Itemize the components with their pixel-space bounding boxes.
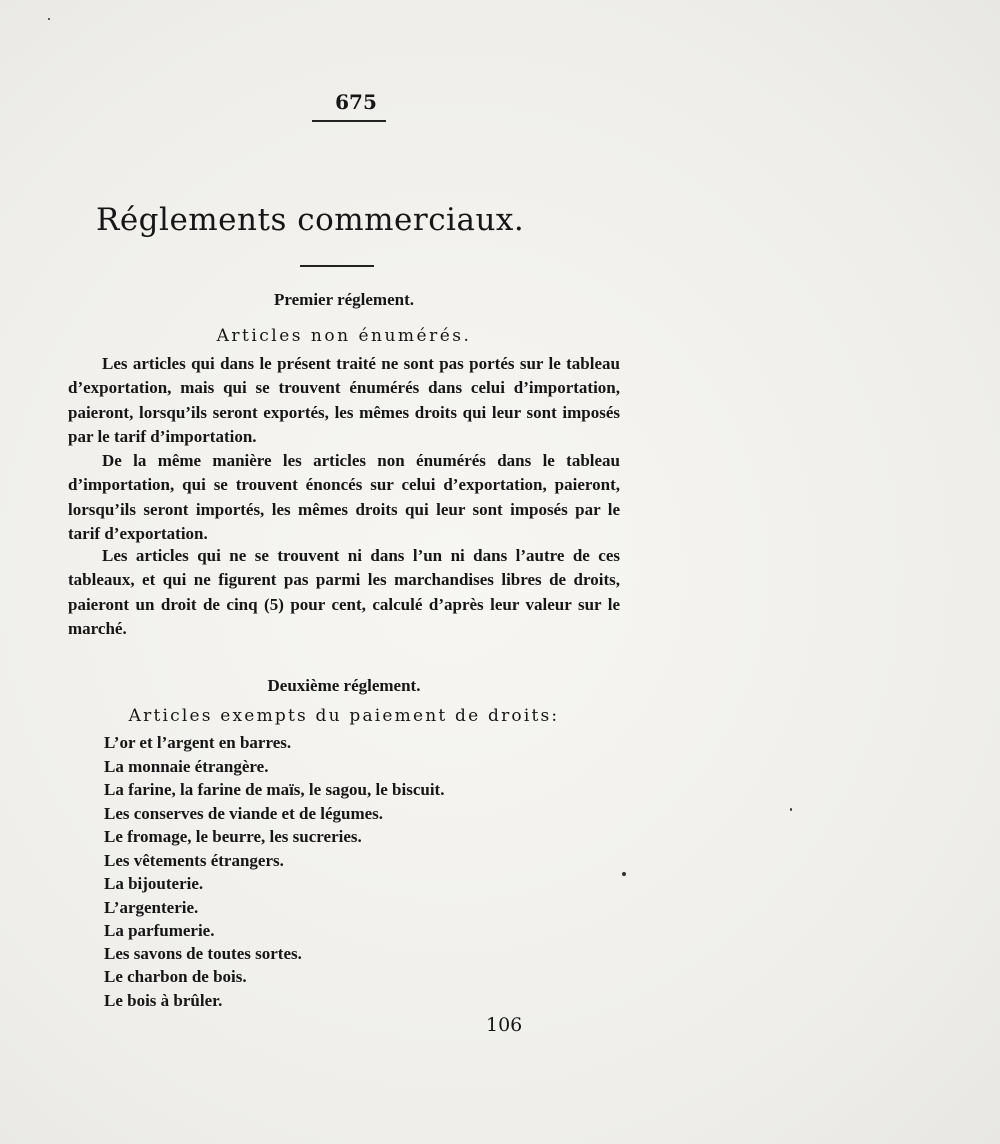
list-item: Les savons de toutes sortes. <box>104 944 302 963</box>
list-item: La farine, la farine de maïs, le sagou, le biscuit. <box>104 780 445 799</box>
section1-heading: Premier réglement. <box>273 290 415 309</box>
title-rule <box>300 265 374 267</box>
page-number: 675 <box>335 90 377 114</box>
list-item: L’argenterie. <box>104 898 199 917</box>
section1-subheading: Articles non énumérés. <box>216 326 472 346</box>
section2-heading: Deuxième réglement. <box>267 676 421 695</box>
page-title: Réglements commerciaux. <box>96 202 525 238</box>
signature-mark: 106 <box>486 1014 523 1036</box>
section1-paragraph-1: Les articles qui dans le présent traité ne sont pas portés sur le tableau d’exportation, mais qui se trouvent énumérés dans celui d’importation, paieront, lorsqu’ils seront exportés, les mêmes droits qui leur sont imposés par le tarif d’importation. <box>68 354 620 446</box>
page-number-rule <box>312 120 386 122</box>
list-item: Les vêtements étrangers. <box>104 851 284 870</box>
section2-subheading: Articles exempts du paiement de droits: <box>128 706 560 726</box>
list-item: Le charbon de bois. <box>104 967 247 986</box>
list-item: L’or et l’argent en barres. <box>104 733 292 752</box>
ink-speck <box>622 872 626 876</box>
list-item: La parfumerie. <box>104 921 215 940</box>
ink-speck <box>790 808 792 811</box>
ink-speck <box>48 18 50 20</box>
list-item: Le fromage, le beurre, les sucreries. <box>104 827 362 846</box>
section1-paragraph-3: Les articles qui ne se trouvent ni dans l’un ni dans l’autre de ces tableaux, et qui ne figurent pas parmi les marchandises libres de droits, paieront un droit de cinq (5) pour cent, calculé d’après leur valeur sur le marché. <box>68 546 620 638</box>
list-item: La bijouterie. <box>104 874 204 893</box>
list-item: Les conserves de viande et de légumes. <box>104 804 384 823</box>
list-item: Le bois à brûler. <box>104 991 223 1010</box>
list-item: La monnaie étrangère. <box>104 757 269 776</box>
section1-paragraph-2: De la même manière les articles non énumérés dans le tableau d’importation, qui se trouvent énoncés sur celui d’exportation, paieront, lorsqu’ils seront importés, les mêmes droits qui leur sont imposés par le tarif d’exportation. <box>68 451 620 543</box>
